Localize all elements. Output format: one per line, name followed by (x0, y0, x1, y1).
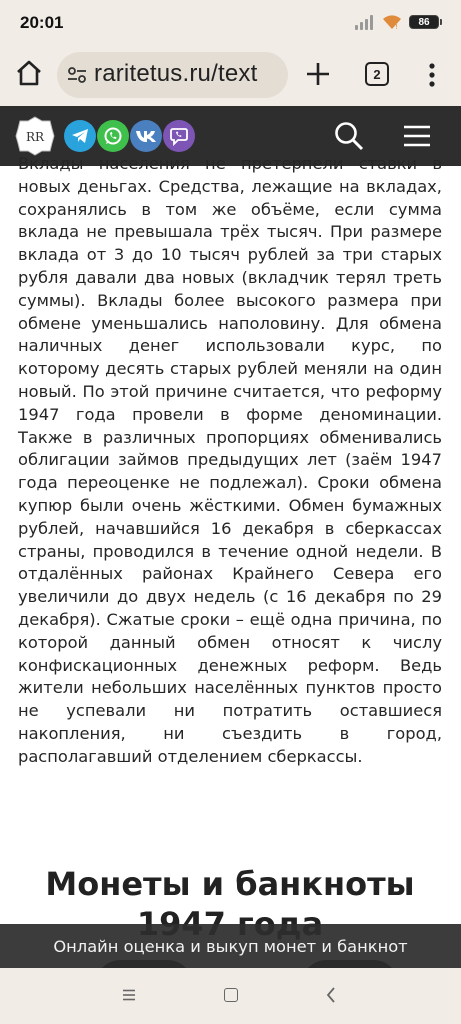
evaluation-banner[interactable] (0, 924, 461, 968)
home-icon[interactable] (14, 58, 44, 88)
section-title: Монеты и банкноты (45, 865, 415, 903)
back-icon[interactable] (325, 987, 337, 1003)
url-text: raritetus.ru/text (94, 60, 258, 87)
article-paragraph: Вклады населения не претерпели ставки в новых деньгах. Средства, лежащие на вкладах, сохранялись в том же объёме, если сумма вклада не превышала трёх тысяч. При размере вклада от 3 до 10 тысяч рублей за три старых рубля давали два новых (вкладчик терял треть суммы). Вклады более высокого размера при обмене уменьшались наполовину. Для обмена наличных денег использовали курс, по которому десять старых рублей меняли на один новый. По этой причине считается, что реформу 1947 года провели в форме деноминации. Также в различных пропорциях обменивались облигации займов предыдущих лет (заём 1947 года переоценке не подлежал). Сроки обмена купюр были очень жёсткими. Обмен бумажных рублей, начавшийся 16 декабря в сберкассах страны, проводился в течение одной недели. В отдалённых районах Крайнего Севера его увеличили до двух недель (с 16 декабря по 29 декабря). Сжатые сроки – ещё одна причина, по которой данный обмен относят к числу конфискационных денежных реформ. Ведь жители небольших населённых пунктов просто не успевали ни потратить оставшиеся накопления, ни съездить в город, располагавший отделением сберкассы. (18, 154, 442, 766)
recents-icon[interactable] (122, 989, 136, 1001)
vk-icon[interactable] (130, 120, 162, 152)
site-settings-icon[interactable] (67, 65, 87, 85)
system-nav-bar (0, 968, 461, 1024)
article-body (18, 154, 442, 926)
tab-count: 2 (373, 66, 381, 82)
hamburger-menu-icon[interactable] (402, 123, 432, 149)
viber-icon[interactable] (163, 120, 195, 152)
status-icons (355, 14, 439, 30)
telegram-icon[interactable] (64, 120, 96, 152)
svg-text:!: ! (395, 23, 398, 31)
svg-text:RR: RR (25, 130, 45, 144)
browser-toolbar (0, 46, 461, 106)
address-bar[interactable] (57, 52, 288, 98)
status-bar (0, 0, 461, 46)
battery-level: 86 (418, 16, 430, 28)
status-time: 20:01 (20, 13, 64, 32)
banner-text: Онлайн оценка и выкуп монет и банкнот (53, 936, 408, 956)
home-nav-icon[interactable] (224, 988, 238, 1002)
battery-icon (409, 15, 439, 29)
more-menu-icon[interactable] (422, 60, 442, 90)
whatsapp-icon[interactable] (97, 120, 129, 152)
new-tab-icon[interactable] (304, 60, 332, 88)
tab-switcher-button[interactable] (365, 62, 389, 86)
site-logo[interactable] (14, 115, 56, 157)
signal-icon (355, 14, 375, 30)
wifi-icon (382, 14, 402, 30)
search-icon[interactable] (333, 120, 365, 152)
